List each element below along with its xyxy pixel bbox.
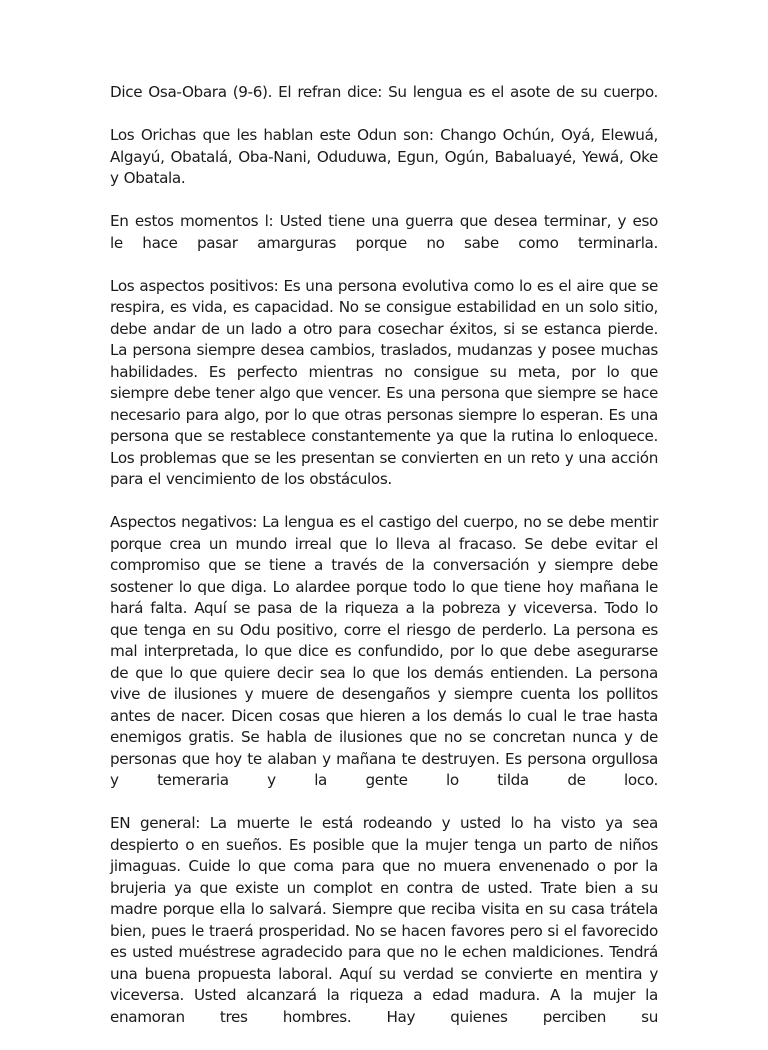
paragraph-aspectos-negativos: Aspectos negativos: La lengua es el castigo del cuerpo, no se debe mentir porque crea un mundo irreal que lo lleva al fracaso. Se debe evitar el compromiso que se tiene a través de la conversación y siempre debe sostener lo que diga. Lo alardee porque todo lo que tiene hoy mañana le hará falta. Aquí se pasa de la riqueza a la pobreza y viceversa. Todo lo que tenga en su Odu positivo, corre el riesgo de perderlo. La persona es mal interpretada, lo que dice es confundido, por lo que debe asegurarse de que lo que quiere decir sea lo que los demás entienden. La persona vive de ilusiones y muere de desengaños y siempre cuenta los pollitos antes de nacer. Dicen cosas que hieren a los demás lo cual le trae hasta enemigos gratis. Se habla de ilusiones que no se concretan nunca y de personas que hoy te alaban y mañana te destruyen. Es persona orgullosa y temeraria y la gente lo tilda de loco.	[110, 513, 658, 789]
paragraph-refran: Dice Osa-Obara (9-6). El refran dice: Su lengua es el asote de su cuerpo.	[110, 83, 658, 101]
paragraph-orichas: Los Orichas que les hablan este Odun son: Chango Ochún, Oyá, Elewuá, Algayú, Obatalá, Oba-Nani, Oduduwa, Egun, Ogún, Babaluayé, Yewá, Oke y Obatala.	[110, 126, 658, 187]
paragraph-en-general: EN general: La muerte le está rodeando y usted lo ha visto ya sea despierto o en sueños. Es posible que la mujer tenga un parto de niños jimaguas. Cuide lo que coma para que no muera envenenado o por la brujeria ya que existe un complot en contra de usted. Trate bien a su madre porque ella lo salvará. Siempre que reciba visita en su casa trátela bien, pues le traerá prosperidad. No se hacen favores pero si el favorecido es usted muéstrese agradecido para que no le echen maldiciones. Tendrá una buena propuesta laboral. Aquí su verdad se convierte en mentira y viceversa. Usted alcanzará la riqueza a edad madura. A la mujer la enamoran tres hombres. Hay quienes perciben su	[110, 814, 658, 1026]
document-page	[110, 82, 658, 1050]
paragraph-momentos: En estos momentos l: Usted tiene una guerra que desea terminar, y eso le hace pasar amarguras porque no sabe como terminarla.	[110, 212, 658, 252]
paragraph-aspectos-positivos: Los aspectos positivos: Es una persona evolutiva como lo es el aire que se respira, es vida, es capacidad. No se consigue estabilidad en un solo sitio, debe andar de un lado a otro para cosechar éxitos, si se estanca pierde. La persona siempre desea cambios, traslados, mudanzas y posee muchas habilidades. Es perfecto mientras no consigue su meta, por lo que siempre debe tener algo que vencer. Es una persona que siempre se hace necesario para algo, por lo que otras personas siempre lo esperan. Es una persona que se restablece constantemente ya que la rutina lo enloquece. Los problemas que se les presentan se convierten en un reto y una acción para el vencimiento de los obstáculos.	[110, 276, 658, 488]
